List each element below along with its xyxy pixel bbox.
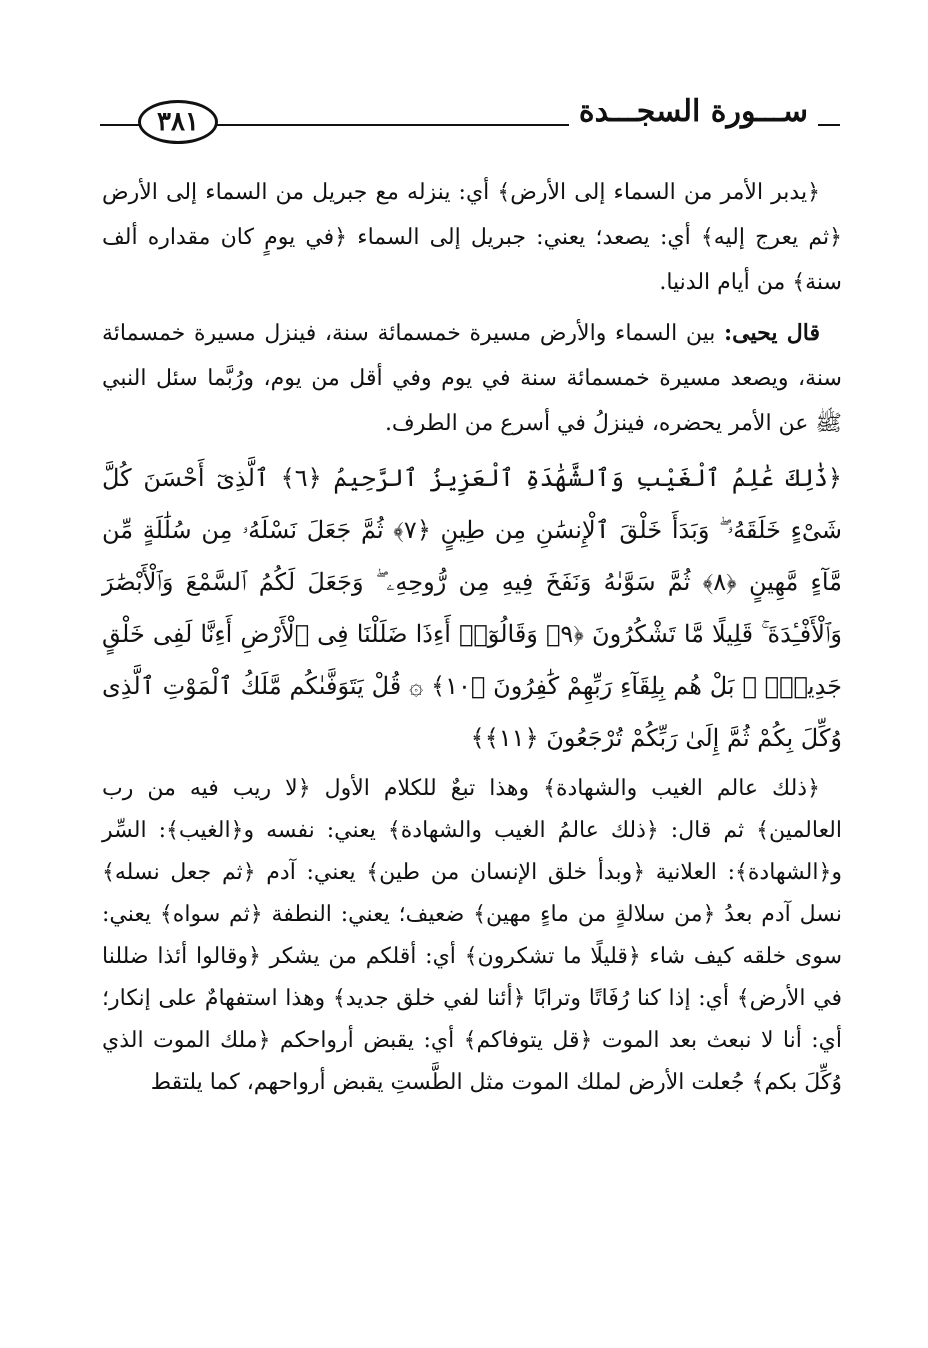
page-number: ٣٨١ [138,100,218,144]
paragraph-2 [102,311,842,446]
speaker-label: قال يحيى: [724,320,820,346]
paragraph-1 [102,170,842,305]
paragraph-4-text: ﴿ذلك عالم الغيب والشهادة﴾ وهذا تبعٌ للكلام الأول ﴿لا ريب فيه من رب العالمين﴾ ثم قال: ﴿ذلك عالمُ الغيب والشهادة﴾ يعني: نفسه و﴿الغيب﴾: السِّر و﴿الشهادة﴾: العلانية ﴿وبدأ خلق الإنسان من طين﴾ يعني: آدم ﴿ثم جعل نسله﴾ نسل آدم بعدُ ﴿من سلالةٍ من ماءٍ مهين﴾ ضعيف؛ يعني: النطفة ﴿ثم سواه﴾ يعني: سوى خلقه كيف شاء ﴿قليلًا ما تشكرون﴾ أي: أقلكم من يشكر ﴿وقالوا أئذا ضللنا في الأرض﴾ أي: إذا كنا رُفَاتًا وترابًا ﴿أئنا لفي خلق جديد﴾ وهذا استفهامٌ على إنكار؛ أي: أنا لا نبعث بعد الموت ﴿قل يتوفاكم﴾ أي: يقبض أرواحكم ﴿ملك الموت الذي وُكِّلَ بكم﴾ جُعلت الأرض لملك الموت مثل الطَّستِ يقبض أرواحهم، كما يلتقط [102,776,842,1095]
page-body [102,170,842,1104]
surah-title: ســـورة السجـــدة [569,92,818,132]
quran-verses [102,452,842,764]
paragraph-2-text: بين السماء والأرض مسيرة خمسمائة سنة، فينزل مسيرة خمسمائة سنة، ويصعد مسيرة خمسمائة سنة في يوم وفي أقل من يوم، ورُبَّما سئل النبي ﷺ عن الأمر يحضره، فينزلُ في أسرع من الطرف. [102,321,842,436]
paragraph-1-text: ﴿يدبر الأمر من السماء إلى الأرض﴾ أي: ينزله مع جبريل من السماء إلى الأرض ﴿ثم يعرج إليه﴾ أي: يصعد؛ يعني: جبريل إلى السماء ﴿في يومٍ كان مقداره ألف سنة﴾ من أيام الدنيا. [102,180,842,295]
page-header [100,92,840,142]
quran-verses-text: ﴿ذَٰلِكَ عَٰلِمُ ٱلْغَيْبِ وَٱلشَّهَٰدَةِ ٱلْعَزِيزُ ٱلرَّحِيمُ ﴿٦﴾ ٱلَّذِىٓ أَحْسَنَ كُلَّ شَىْءٍ خَلَقَهُۥ ۖ وَبَدَأَ خَلْقَ ٱلْإِنسَٰنِ مِن طِينٍ ﴿٧﴾ ثُمَّ جَعَلَ نَسْلَهُۥ مِن سُلَٰلَةٍ مِّن مَّآءٍ مَّهِينٍ ﴿٨﴾ ثُمَّ سَوَّىٰهُ وَنَفَخَ فِيهِ مِن رُّوحِهِۦ ۖ وَجَعَلَ لَكُمُ ٱلسَّمْعَ وَٱلْأَبْصَٰرَ وَٱلْأَفْـِٔدَةَ ۚ قَلِيلًا مَّا تَشْكُرُونَ ﴿٩﴾ وَقَالُوٓا۟ أَءِذَا ضَلَلْنَا فِى ٱلْأَرْضِ أَءِنَّا لَفِى خَلْقٍ جَدِيدٍۭ ۚ بَلْ هُم بِلِقَآءِ رَبِّهِمْ كَٰفِرُونَ ﴿١٠﴾ ۞ قُلْ يَتَوَفَّىٰكُم مَّلَكُ ٱلْمَوْتِ ٱلَّذِى وُكِّلَ بِكُمْ ثُمَّ إِلَىٰ رَبِّكُمْ تُرْجَعُونَ ﴿١١﴾﴾ [102,464,843,752]
paragraph-4 [102,768,842,1104]
